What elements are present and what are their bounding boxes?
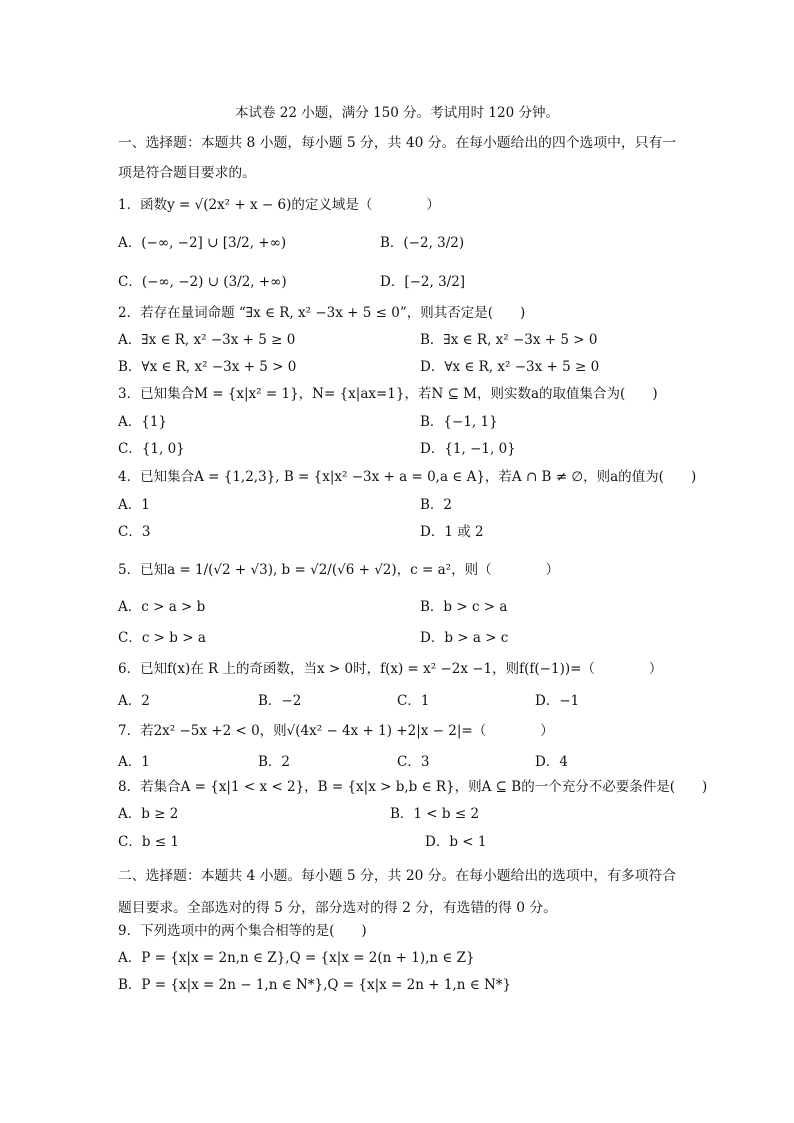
q7-option-d: D．4 bbox=[535, 754, 568, 770]
q2-option-c: B．∀x ∈ R, x² −3x + 5 > 0 bbox=[118, 359, 297, 375]
q6-option-b: B．−2 bbox=[258, 693, 302, 709]
q2-stem: 2．若存在量词命题 “∃x ∈ R, x² −3x + 5 ≤ 0”，则其否定是( ) bbox=[118, 305, 526, 321]
q5-option-b: B．b > c > a bbox=[420, 599, 508, 615]
q2-option-a: A．∃x ∈ R, x² −3x + 5 ≥ 0 bbox=[118, 332, 296, 348]
q7-stem: 7．若2x² −5x +2 < 0，则√(4x² − 4x + 1) +2|x − 2|=（ ） bbox=[118, 723, 554, 739]
q4-option-c: C．3 bbox=[118, 524, 151, 540]
q1-option-a: A．(−∞, −2] ∪ [3/2, +∞) bbox=[118, 235, 287, 251]
q6-stem: 6．已知f(x)在 R 上的奇函数，当x > 0时，f(x) = x² −2x −1，则f(f(−1))=（ ） bbox=[118, 661, 663, 677]
q5-option-a: A．c > a > b bbox=[118, 599, 206, 615]
q5-stem: 5．已知a = 1/(√2 + √3), b = √2/(√6 + √2)，c = a²，则（ ） bbox=[118, 562, 560, 578]
q6-option-c: C．1 bbox=[397, 693, 430, 709]
q8-option-c: C．b ≤ 1 bbox=[118, 834, 179, 850]
q8-option-b: B．1 < b ≤ 2 bbox=[390, 806, 480, 822]
q3-option-b: B．{−1, 1} bbox=[420, 414, 498, 430]
q9-stem: 9．下列选项中的两个集合相等的是( ) bbox=[118, 923, 367, 939]
q4-stem: 4．已知集合A = {1,2,3}, B = {x|x² −3x + a = 0,a ∈ A}，若A ∩ B ≠ ∅，则a的值为( ) bbox=[118, 469, 697, 485]
q6-option-a: A．2 bbox=[118, 693, 150, 709]
q7-option-a: A．1 bbox=[118, 754, 150, 770]
q6-option-d: D．−1 bbox=[535, 693, 580, 709]
q1-option-c: C．(−∞, −2) ∪ (3/2, +∞) bbox=[118, 274, 287, 290]
q8-option-a: A．b ≥ 2 bbox=[118, 806, 179, 822]
q7-option-c: C．3 bbox=[397, 754, 430, 770]
q3-option-a: A．{1} bbox=[118, 414, 168, 430]
section1-line1: 一、选择题：本题共 8 小题，每小题 5 分，共 40 分。在每小题给出的四个选项中，只有一 bbox=[118, 135, 677, 151]
q1-option-d: D．[−2, 3/2] bbox=[380, 274, 466, 290]
q5-option-c: C．c > b > a bbox=[118, 630, 206, 646]
q1-option-b: B．(−2, 3/2) bbox=[380, 235, 465, 251]
q5-option-d: D．b > a > c bbox=[420, 630, 509, 646]
q2-option-d: D．∀x ∈ R, x² −3x + 5 ≥ 0 bbox=[420, 359, 600, 375]
q8-stem: 8．若集合A = {x|1 < x < 2}，B = {x|x > b,b ∈ R}，则A ⊆ B的一个充分不必要条件是( ) bbox=[118, 779, 708, 795]
q2-option-b: B．∃x ∈ R, x² −3x + 5 > 0 bbox=[420, 332, 598, 348]
q1-stem: 1．函数y = √(2x² + x − 6)的定义域是（ ） bbox=[118, 197, 440, 213]
section2-line2: 题目要求。全部选对的得 5 分，部分选对的得 2 分，有选错的得 0 分。 bbox=[118, 900, 557, 916]
q9-option-a: A．P = {x|x = 2n,n ∈ Z},Q = {x|x = 2(n + 1),n ∈ Z} bbox=[118, 950, 475, 966]
q3-option-c: C．{1, 0} bbox=[118, 441, 185, 457]
q4-option-a: A．1 bbox=[118, 497, 150, 513]
q3-stem: 3．已知集合M = {x|x² = 1}，N= {x|ax=1}，若N ⊆ M，则实数a的取值集合为( ) bbox=[118, 386, 658, 402]
q4-option-b: B．2 bbox=[420, 497, 453, 513]
section1-line2: 项是符合题目要求的。 bbox=[118, 165, 256, 181]
q7-option-b: B．2 bbox=[258, 754, 291, 770]
section2-line1: 二、选择题：本题共 4 小题。每小题 5 分，共 20 分。在每小题给出的选项中，有多项符合 bbox=[118, 868, 677, 884]
q4-option-d: D．1 或 2 bbox=[420, 524, 484, 540]
q9-option-b: B．P = {x|x = 2n − 1,n ∈ N*},Q = {x|x = 2n + 1,n ∈ N*} bbox=[118, 977, 512, 993]
q8-option-d: D．b < 1 bbox=[425, 834, 487, 850]
exam-header: 本试卷 22 小题，满分 150 分。考试用时 120 分钟。 bbox=[235, 105, 559, 121]
q3-option-d: D．{1, −1, 0} bbox=[420, 441, 516, 457]
